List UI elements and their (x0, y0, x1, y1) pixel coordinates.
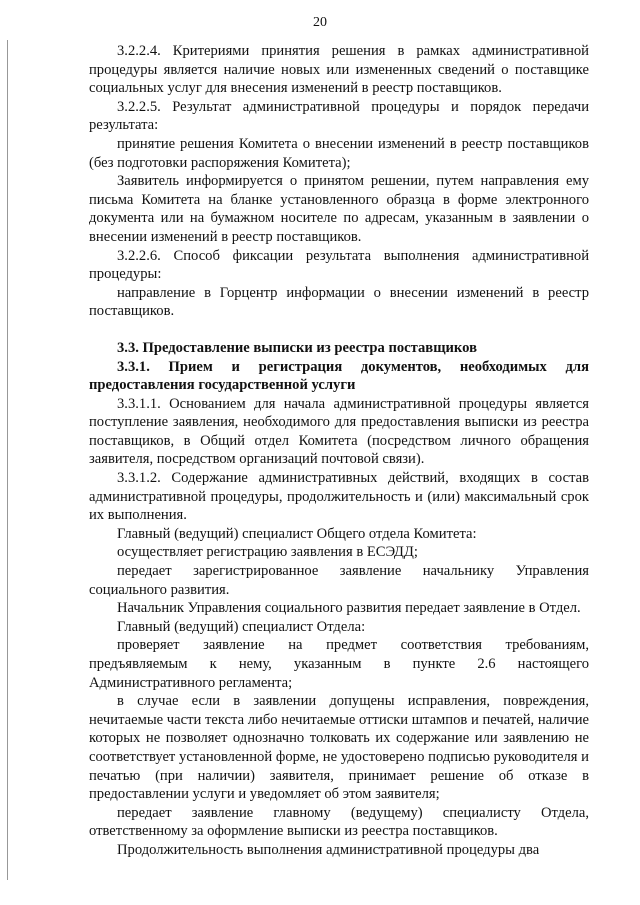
paragraph: Заявитель информируется о принятом решении, путем направления ему письма Комитета на бланке установленного образца в форме электронного документа или на бумажном носителе по адресам, указанным в заявлении о внесении изменений в реестр поставщиков. (89, 173, 589, 245)
paragraph: передает заявление главному (ведущему) специалисту Отдела, ответственному за оформление выписки из реестра поставщиков. (89, 804, 589, 840)
paragraph-gap (89, 321, 589, 339)
paragraph: 3.3.1.2. Содержание административных действий, входящих в состав административной процедуры, продолжительность и (или) максимальный срок их выполнения. (89, 470, 589, 524)
section-heading: 3.3. Предоставление выписки из реестра поставщиков (117, 339, 477, 356)
paragraph: направление в Горцентр информации о внесении изменений в реестр поставщиков. (89, 284, 589, 320)
paragraph: принятие решения Комитета о внесении изменений в реестр поставщиков (без подготовки распоряжения Комитета); (89, 135, 589, 171)
paragraph: 3.3.1.1. Основанием для начала административной процедуры является поступление заявления, необходимого для предоставления выписки из реестра поставщиков, в Общий отдел Комитета (посредством личного обращения заявителя, посредством организаций почтовой связи). (89, 395, 589, 468)
scan-edge-line (7, 40, 8, 880)
paragraph: в случае если в заявлении допущены исправления, повреждения, нечитаемые части текста либо нечитаемые оттиски штампов и печатей, наличие которых не позволяет однозначно толковать их содержание или заявлению не соответствует установленной форме, не удостоверено подписью руководителя и печатью (при наличии) заявителя, принимает решение об отказе в предоставлении услуги и уведомляет об этом заявителя; (89, 693, 589, 803)
paragraph: Главный (ведущий) специалист Общего отдела Комитета: (117, 525, 477, 542)
paragraph: 3.2.2.4. Критериями принятия решения в рамках административной процедуры является наличие новых или измененных сведений о поставщике социальных услуг для внесения изменений в реестр поставщиков. (89, 43, 589, 97)
page-number: 20 (313, 15, 327, 30)
paragraph: проверяет заявление на предмет соответствия требованиям, предъявляемым к нему, указанным в пункте 2.6 настоящего Административного регламента; (89, 637, 589, 691)
paragraph: передает зарегистрированное заявление начальнику Управления социального развития. (89, 563, 589, 598)
paragraph: Главный (ведущий) специалист Отдела: (117, 618, 366, 635)
paragraph: 3.2.2.5. Результат административной процедуры и порядок передачи результата: (89, 98, 589, 134)
subsection-heading: 3.3.1. Прием и регистрация документов, необходимых для предоставления государственной услуги (89, 358, 589, 394)
paragraph: осуществляет регистрацию заявления в ЕСЭДД; (117, 544, 418, 561)
paragraph: Начальник Управления социального развития передает заявление в Отдел. (117, 600, 581, 617)
document-body (89, 42, 589, 860)
paragraph: 3.2.2.6. Способ фиксации результата выполнения административной процедуры: (89, 247, 589, 283)
paragraph: Продолжительность выполнения административной процедуры два (117, 841, 540, 858)
